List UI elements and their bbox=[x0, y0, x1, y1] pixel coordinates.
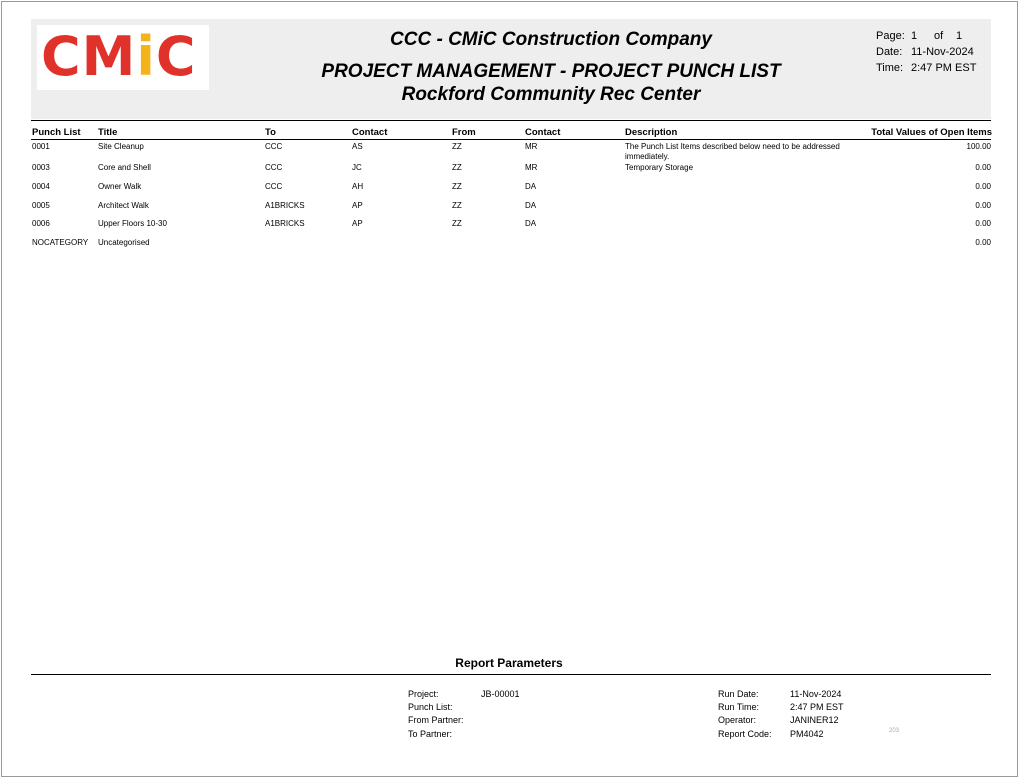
param-run-time-label: Run Time: bbox=[718, 702, 760, 712]
page-total: 1 bbox=[956, 30, 963, 42]
row-title: Upper Floors 10-30 bbox=[98, 219, 167, 228]
col-from: From bbox=[452, 127, 476, 138]
header-divider bbox=[31, 120, 991, 121]
row-contact-from: DA bbox=[525, 201, 537, 210]
date-label: Date: bbox=[876, 46, 903, 58]
param-run-date-value: 11-Nov-2024 bbox=[790, 689, 842, 699]
page-number: 1 bbox=[911, 30, 918, 42]
param-operator-value: JANINER12 bbox=[790, 715, 839, 725]
row-from: ZZ bbox=[452, 163, 462, 172]
param-run-time-value: 2:47 PM EST bbox=[790, 702, 844, 712]
row-contact-from: MR bbox=[525, 142, 538, 151]
row-from: ZZ bbox=[452, 219, 462, 228]
param-from-partner-label: From Partner: bbox=[408, 715, 464, 725]
row-to: A1BRICKS bbox=[265, 219, 305, 228]
time-label: Time: bbox=[876, 62, 904, 74]
param-report-code-value: PM4042 bbox=[790, 729, 824, 739]
col-punch-list: Punch List bbox=[32, 127, 81, 138]
param-operator-label: Operator: bbox=[718, 715, 757, 725]
project-name: Rockford Community Rec Center bbox=[401, 84, 701, 105]
row-punch: 0005 bbox=[32, 201, 50, 210]
of-label: of bbox=[934, 30, 944, 42]
row-punch: 0006 bbox=[32, 219, 50, 228]
row-to: CCC bbox=[265, 182, 283, 191]
row-from: ZZ bbox=[452, 182, 462, 191]
param-report-code-label: Report Code: bbox=[718, 729, 772, 739]
page-label: Page: bbox=[876, 30, 905, 42]
row-contact-from: MR bbox=[525, 163, 538, 172]
row-contact-to: AP bbox=[352, 219, 363, 228]
row-contact-to: AP bbox=[352, 201, 363, 210]
row-contact-from: DA bbox=[525, 182, 537, 191]
col-total-open: Total Values of Open Items bbox=[871, 127, 992, 138]
date-value: 11-Nov-2024 bbox=[911, 46, 974, 58]
row-description: Temporary Storage bbox=[625, 163, 694, 172]
col-to: To bbox=[265, 127, 276, 138]
col-contact-to: Contact bbox=[352, 127, 388, 138]
page-stamp: 203 bbox=[889, 728, 900, 734]
row-to: CCC bbox=[265, 163, 283, 172]
report-title: PROJECT MANAGEMENT - PROJECT PUNCH LIST bbox=[321, 61, 781, 82]
row-contact-to: AH bbox=[352, 182, 364, 191]
col-description: Description bbox=[625, 127, 678, 138]
param-project-value: JB-00001 bbox=[481, 689, 520, 699]
column-divider bbox=[31, 139, 991, 140]
row-total: 100.00 bbox=[966, 142, 991, 151]
row-punch: 0003 bbox=[32, 163, 50, 172]
row-title: Core and Shell bbox=[98, 163, 151, 172]
col-title: Title bbox=[98, 127, 118, 138]
parameters-divider bbox=[31, 674, 991, 675]
row-total: 0.00 bbox=[975, 238, 991, 247]
row-title: Uncategorised bbox=[98, 238, 150, 247]
row-contact-from: DA bbox=[525, 219, 537, 228]
row-punch: 0001 bbox=[32, 142, 50, 151]
report-parameters-title: Report Parameters bbox=[455, 656, 563, 670]
row-to: CCC bbox=[265, 142, 283, 151]
row-total: 0.00 bbox=[975, 219, 991, 228]
row-to: A1BRICKS bbox=[265, 201, 305, 210]
col-contact-from: Contact bbox=[525, 127, 561, 138]
param-to-partner-label: To Partner: bbox=[408, 729, 453, 739]
param-run-date-label: Run Date: bbox=[718, 689, 759, 699]
row-from: ZZ bbox=[452, 201, 462, 210]
row-punch: 0004 bbox=[32, 182, 50, 191]
row-description: The Punch List Items described below need to be addressed immediately. bbox=[625, 142, 840, 161]
row-title: Architect Walk bbox=[98, 201, 149, 210]
row-title: Site Cleanup bbox=[98, 142, 144, 151]
row-from: ZZ bbox=[452, 142, 462, 151]
param-punch-list-label: Punch List: bbox=[408, 702, 453, 712]
time-value: 2:47 PM EST bbox=[911, 62, 977, 74]
row-title: Owner Walk bbox=[98, 182, 142, 191]
company-name: CCC - CMiC Construction Company bbox=[390, 29, 712, 50]
row-punch: NOCATEGORY bbox=[32, 238, 89, 247]
logo-wordmark: CMiC bbox=[41, 25, 197, 88]
row-total: 0.00 bbox=[975, 182, 991, 191]
param-project-label: Project: bbox=[408, 689, 439, 699]
row-contact-to: AS bbox=[352, 142, 363, 151]
cmic-logo bbox=[37, 25, 209, 90]
row-total: 0.00 bbox=[975, 163, 991, 172]
row-contact-to: JC bbox=[352, 163, 362, 172]
report-header bbox=[31, 19, 991, 119]
row-total: 0.00 bbox=[975, 201, 991, 210]
